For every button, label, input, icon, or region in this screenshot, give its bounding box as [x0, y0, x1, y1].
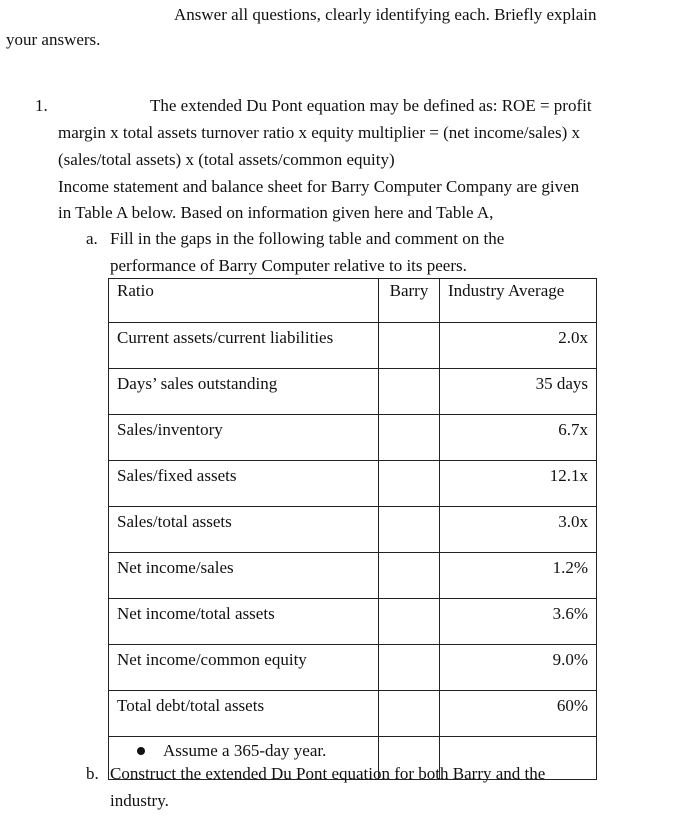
barry-value — [379, 369, 440, 415]
part-a-line-2: performance of Barry Computer relative to its peers. — [110, 256, 467, 275]
table-row — [109, 415, 597, 461]
part-b-line-1: Construct the extended Du Pont equation for both Barry and the — [110, 764, 546, 783]
part-a-label: a. — [86, 229, 98, 248]
barry-value — [379, 691, 440, 737]
part-a-line-1: Fill in the gaps in the following table and comment on the — [110, 229, 505, 248]
table-header-row — [109, 279, 597, 323]
ratio-name: Current assets/current liabilities — [109, 323, 379, 369]
ratio-name: Sales/total assets — [109, 507, 379, 553]
instructions-line-2: your answers. — [6, 30, 101, 49]
industry-value: 3.0x — [440, 507, 597, 553]
part-b-label: b. — [86, 764, 99, 783]
ratio-name: Total debt/total assets — [109, 691, 379, 737]
barry-value — [379, 553, 440, 599]
industry-value: 9.0% — [440, 645, 597, 691]
ratio-name: Sales/inventory — [109, 415, 379, 461]
table-row — [109, 553, 597, 599]
barry-value — [379, 599, 440, 645]
barry-value — [379, 415, 440, 461]
question-line-4: Income statement and balance sheet for Barry Computer Company are given — [58, 177, 580, 196]
ratio-table — [108, 278, 597, 780]
barry-value — [379, 645, 440, 691]
question-number: 1. — [35, 96, 48, 115]
note-text: Assume a 365-day year. — [163, 741, 327, 760]
barry-value — [379, 323, 440, 369]
table-row — [109, 691, 597, 737]
table-row — [109, 599, 597, 645]
table-row — [109, 369, 597, 415]
bullet-icon — [137, 747, 145, 755]
question-line-1: The extended Du Pont equation may be defined as: ROE = profit — [150, 96, 592, 115]
ratio-name: Days’ sales outstanding — [109, 369, 379, 415]
header-barry: Barry — [379, 279, 440, 323]
industry-value: 6.7x — [440, 415, 597, 461]
barry-value — [379, 507, 440, 553]
table-row — [109, 507, 597, 553]
ratio-name: Net income/total assets — [109, 599, 379, 645]
question-line-3: (sales/total assets) x (total assets/common equity) — [58, 150, 395, 169]
ratio-name: Net income/common equity — [109, 645, 379, 691]
industry-value: 12.1x — [440, 461, 597, 507]
table-row — [109, 461, 597, 507]
industry-value: 3.6% — [440, 599, 597, 645]
table-row — [109, 323, 597, 369]
header-industry-average: Industry Average — [440, 279, 597, 323]
header-ratio: Ratio — [109, 279, 379, 323]
industry-value: 1.2% — [440, 553, 597, 599]
question-line-5: in Table A below. Based on information given here and Table A, — [58, 203, 494, 222]
industry-value: 2.0x — [440, 323, 597, 369]
instructions-line-1: Answer all questions, clearly identifying each. Briefly explain — [174, 5, 597, 24]
industry-value: 35 days — [440, 369, 597, 415]
ratio-name: Net income/sales — [109, 553, 379, 599]
industry-value: 60% — [440, 691, 597, 737]
table-row — [109, 645, 597, 691]
barry-value — [379, 461, 440, 507]
ratio-name: Sales/fixed assets — [109, 461, 379, 507]
question-line-2: margin x total assets turnover ratio x equity multiplier = (net income/sales) x — [58, 123, 580, 142]
part-b-line-2: industry. — [110, 791, 169, 810]
